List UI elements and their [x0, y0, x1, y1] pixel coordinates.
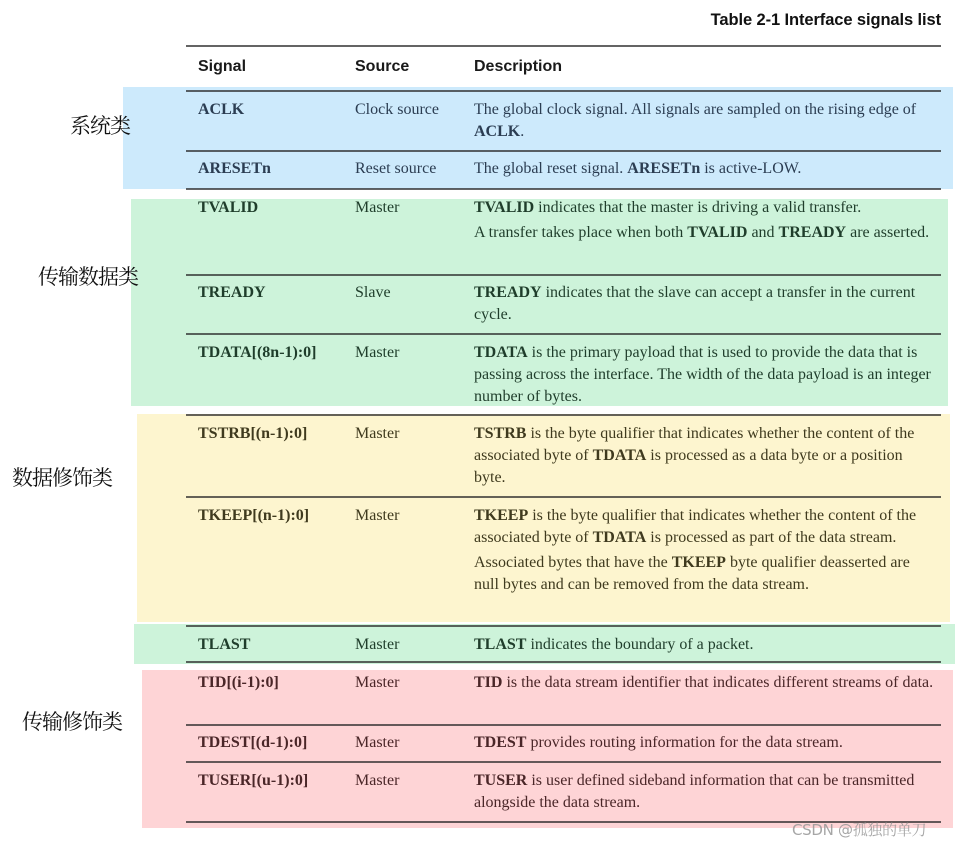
category-label-transfer-data: 传输数据类	[38, 265, 138, 289]
signal-reference: TDATA	[592, 529, 647, 546]
watermark: CSDN @孤独的单刀	[792, 821, 927, 839]
category-label-data-qualifier: 数据修饰类	[12, 466, 112, 490]
row-divider	[186, 150, 941, 152]
signal-description: The global reset signal. ARESETn is active-LOW.	[474, 160, 802, 177]
header-source: Source	[355, 58, 410, 75]
header-signal: Signal	[198, 58, 247, 75]
signal-name: TID[(i-1):0]	[198, 674, 279, 691]
signal-name: TLAST	[198, 636, 251, 653]
signal-name: TDATA[(8n-1):0]	[198, 344, 317, 361]
signal-description: The global clock signal. All signals are sampled on the rising edge of ACLK.	[474, 101, 917, 140]
signal-reference: TLAST	[474, 636, 527, 653]
signal-source: Master	[355, 199, 400, 216]
signal-description: TVALID indicates that the master is driving a valid transfer. A transfer takes place when both TVALID and TREADY are asserted.	[474, 199, 930, 241]
signal-description: TUSER is user defined sideband information that can be transmitted alongside the data stream.	[474, 772, 915, 811]
signal-description: TKEEP is the byte qualifier that indicates whether the content of the associated byte of TDATA is processed as part of the data stream. Associated bytes that have the TKEEP byte qualifier deasserted are null bytes and can be removed from the data stream.	[474, 507, 917, 593]
signal-name: TSTRB[(n-1):0]	[198, 425, 308, 442]
signal-name: TUSER[(u-1):0]	[198, 772, 309, 789]
signal-description: TDEST provides routing information for the data stream.	[474, 734, 843, 751]
signal-reference: TKEEP	[474, 507, 529, 524]
signal-source: Reset source	[355, 160, 437, 177]
signal-reference: TKEEP	[671, 554, 726, 571]
row-divider	[186, 333, 941, 335]
signal-source: Master	[355, 636, 400, 653]
signal-description: TID is the data stream identifier that indicates different streams of data.	[474, 674, 934, 691]
signal-reference: ARESETn	[627, 160, 701, 177]
signal-name: TKEEP[(n-1):0]	[198, 507, 310, 524]
signal-name: TREADY	[198, 284, 266, 301]
signal-reference: TDATA	[474, 344, 528, 361]
row-divider	[186, 274, 941, 276]
signal-name: ACLK	[198, 101, 245, 118]
signal-source: Master	[355, 507, 400, 524]
signal-source: Master	[355, 425, 400, 442]
row-divider	[186, 90, 941, 92]
signal-description: TSTRB is the byte qualifier that indicates whether the content of the associated byte of TDATA is processed as a data byte or a position byte.	[474, 425, 915, 486]
signal-reference: TID	[474, 674, 503, 691]
header-description: Description	[474, 58, 563, 75]
signal-description: TDATA is the primary payload that is used to provide the data that is passing across the interface. The width of the data payload is an integer number of bytes.	[474, 344, 931, 405]
row-divider	[186, 625, 941, 627]
signal-reference: TUSER	[474, 772, 528, 789]
signal-name: TVALID	[198, 199, 259, 216]
signal-description: TLAST indicates the boundary of a packet.	[474, 636, 754, 653]
row-divider	[186, 496, 941, 498]
signal-source: Clock source	[355, 101, 439, 118]
signal-source: Master	[355, 772, 400, 789]
signal-reference: TREADY	[474, 284, 542, 301]
row-divider	[186, 661, 941, 663]
table-top-rule	[186, 45, 941, 47]
category-label-transfer-qualifier: 传输修饰类	[22, 710, 122, 734]
signal-name: ARESETn	[198, 160, 271, 177]
signal-reference: TVALID	[474, 199, 535, 216]
signal-reference: TDEST	[474, 734, 527, 751]
row-divider	[186, 761, 941, 763]
signal-source: Master	[355, 734, 400, 751]
signal-reference: TSTRB	[474, 425, 527, 442]
signal-reference: TDATA	[592, 447, 647, 464]
table-title: Table 2-1 Interface signals list	[710, 11, 941, 29]
row-divider	[186, 188, 941, 190]
category-label-system: 系统类	[70, 114, 130, 138]
signal-source: Master	[355, 674, 400, 691]
signal-source: Master	[355, 344, 400, 361]
signal-name: TDEST[(d-1):0]	[198, 734, 308, 751]
row-divider	[186, 724, 941, 726]
signal-reference: TREADY	[778, 224, 847, 241]
signal-description: TREADY indicates that the slave can accept a transfer in the current cycle.	[474, 284, 916, 323]
signal-reference: ACLK	[474, 123, 521, 140]
signal-reference: TVALID	[687, 224, 748, 241]
signal-source: Slave	[355, 284, 391, 301]
row-divider	[186, 414, 941, 416]
